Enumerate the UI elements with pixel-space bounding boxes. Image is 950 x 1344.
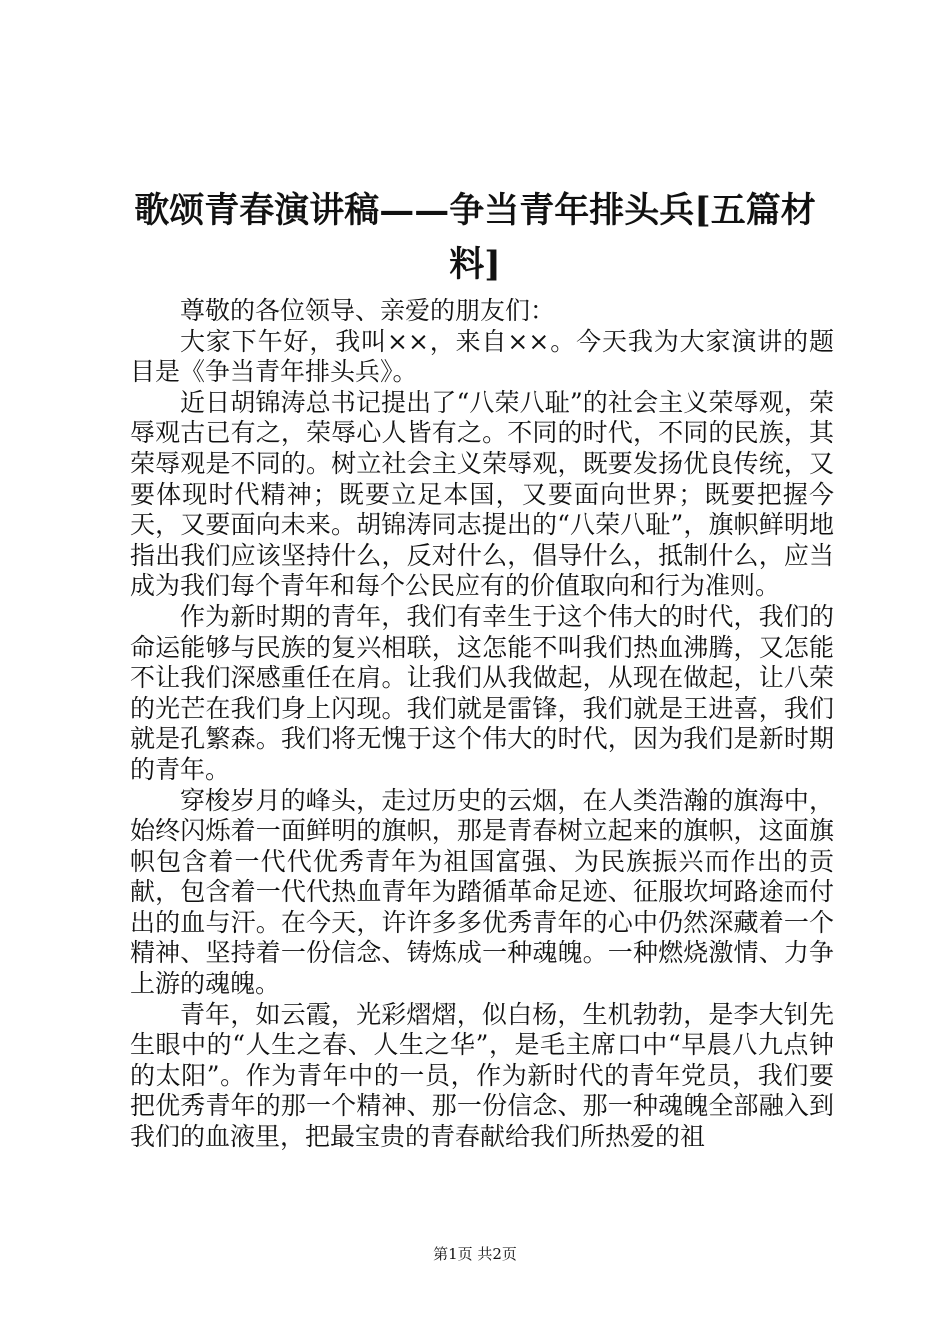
paragraph-youth-banner: 穿梭岁月的峰头，走过历史的云烟，在人类浩瀚的旗海中，始终闪烁着一面鲜明的旗帜，那是青春树立起来的旗帜，这面旗帜包含着一代代优秀青年为祖国富强、为民族振兴而作出的贡献，包含着一代代热血青年为踏循革命足迹、征服坎坷路途而付出的血与汗。在今天，许许多多优秀青年的心中仍然深藏着一个精神、坚持着一份信念、铸炼成一种魂魄。一种燃烧激情、力争上游的魂魄。 (130, 785, 834, 999)
paragraph-introduction: 大家下午好，我叫××，来自××。今天我为大家演讲的题目是《争当青年排头兵》。 (130, 326, 834, 387)
document-title: 歌颂青春演讲稿——争当青年排头兵[五篇材料] (134, 190, 816, 285)
paragraph-new-era-youth: 作为新时期的青年，我们有幸生于这个伟大的时代，我们的命运能够与民族的复兴相联，这怎能不叫我们热血沸腾，又怎能不让我们深感重任在肩。让我们从我做起，从现在做起，让八荣的光芒在我们身上闪现。我们就是雷锋，我们就是王进喜，我们就是孔繁森。我们将无愧于这个伟大的时代，因为我们是新时期的青年。 (130, 601, 834, 784)
paragraph-youth-spirit: 青年，如云霞，光彩熠熠，似白杨，生机勃勃，是李大钊先生眼中的“人生之春、人生之华”，是毛主席口中“早晨八九点钟的太阳”。作为青年中的一员，作为新时代的青年党员，我们要把优秀青年的那一个精神、那一份信念、那一种魂魄全部融入到我们的血液里，把最宝贵的青春献给我们所热爱的祖 (130, 999, 834, 1152)
paragraph-honor-disgrace: 近日胡锦涛总书记提出了“八荣八耻”的社会主义荣辱观，荣辱观古已有之，荣辱心人皆有之。不同的时代，不同的民族，其荣辱观是不同的。树立社会主义荣辱观，既要发扬优良传统，又要体现时代精神；既要立足本国，又要面向世界；既要把握今天，又要面向未来。胡锦涛同志提出的“八荣八耻”，旗帜鲜明地指出我们应该坚持什么，反对什么，倡导什么，抵制什么，应当成为我们每个青年和每个公民应有的价值取向和行为准则。 (130, 387, 834, 601)
paragraph-greeting: 尊敬的各位领导、亲爱的朋友们： (180, 296, 556, 325)
document-body (130, 296, 834, 1153)
page-number-footer: 第1页 共2页 (433, 1245, 517, 1263)
